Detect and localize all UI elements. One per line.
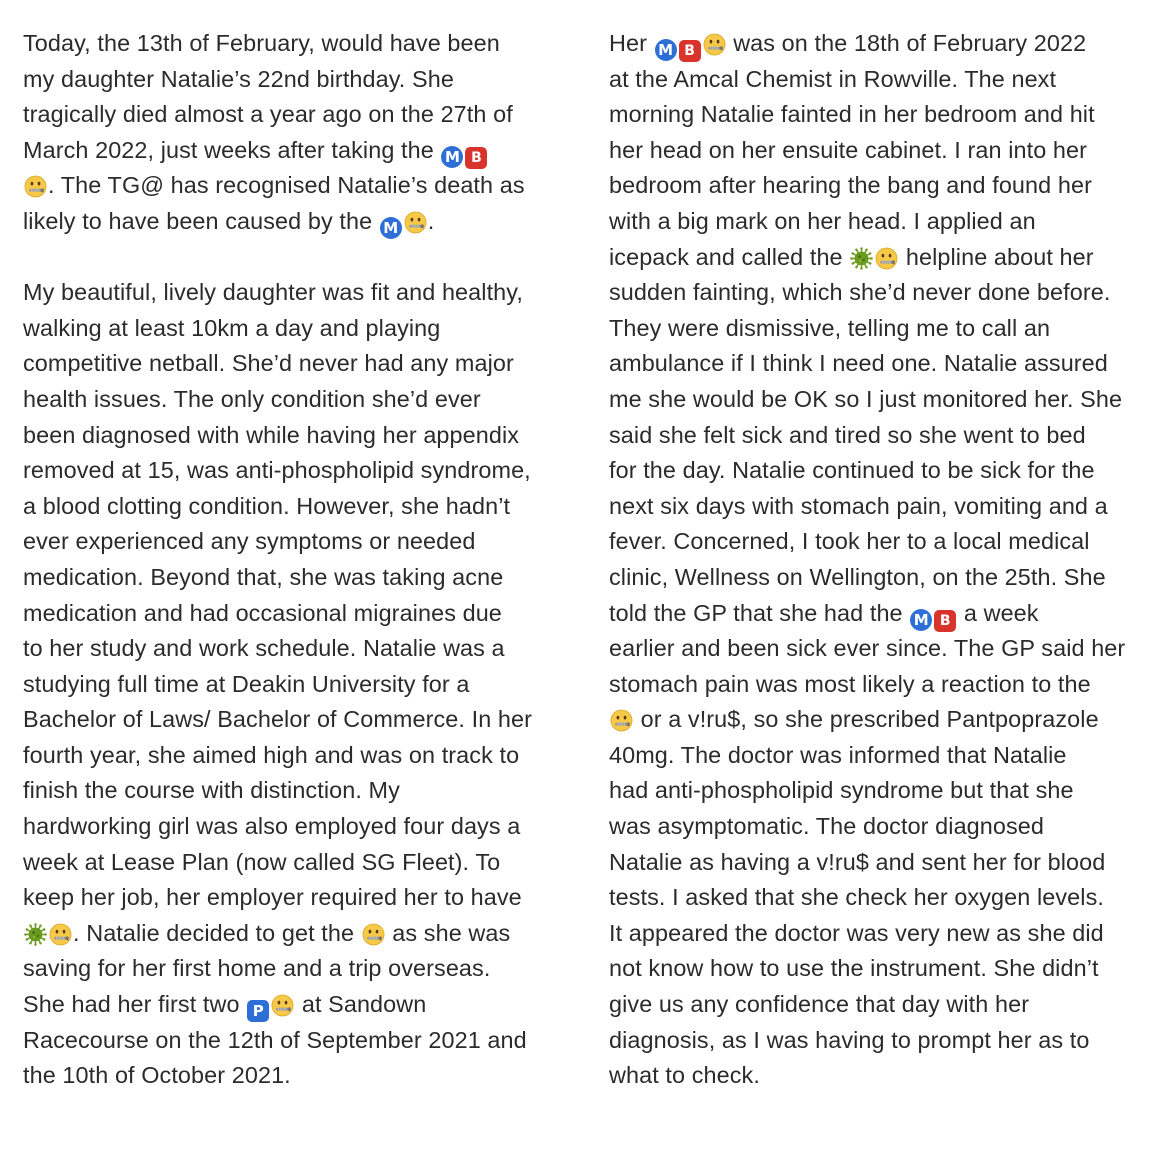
text-line: walking at least 10km a day and playing — [23, 314, 441, 341]
text-segment: was on the 18th of February 2022 — [726, 30, 1087, 56]
text-line: bedroom after hearing the bang and found her — [609, 172, 1092, 199]
text-segment: She had her first two — [23, 991, 247, 1018]
text-line — [23, 133, 571, 169]
text-line: her head on her ensuite cabinet. I ran into her — [609, 136, 1088, 163]
circled-m-icon: M — [441, 146, 463, 168]
zipper-mouth-face-icon — [24, 175, 47, 198]
microbe-icon — [24, 923, 47, 946]
text-line: medication. Beyond that, she was taking acne — [23, 563, 504, 590]
zipper-mouth-face-icon — [703, 33, 726, 56]
text-line: fever. Concerned, I took her to a local medical — [609, 528, 1090, 555]
text-line: fourth year, she aimed high and was on track to — [23, 741, 520, 768]
text-line — [609, 702, 1165, 738]
text-line — [609, 596, 1165, 632]
text-segment: as she was — [385, 919, 511, 946]
text-line: a blood clotting condition. However, she hadn’t — [23, 492, 511, 519]
text-line: tests. I asked that she check her oxygen levels. — [609, 884, 1104, 911]
right-column — [609, 26, 1165, 1094]
text-line: It appeared the doctor was very new as she did — [609, 919, 1104, 946]
text-line: not know how to use the instrument. She didn’t — [609, 955, 1099, 982]
text-line: medication and had occasional migraines due — [23, 599, 502, 626]
text-line: next six days with stomach pain, vomiting and a — [609, 492, 1108, 519]
b-button-icon: B — [679, 40, 701, 62]
p-button-icon: P — [247, 1000, 269, 1022]
text-line: ambulance if I think I need one. Natalie assured — [609, 350, 1108, 377]
circled-m-icon: M — [655, 39, 677, 61]
text-segment: likely to have been caused by the — [23, 207, 379, 234]
text-line: keep her job, her employer required her to have — [23, 884, 522, 911]
text-segment: a week — [957, 599, 1039, 626]
text-line: studying full time at Deakin University for a — [23, 670, 470, 697]
right-paragraph-1 — [609, 26, 1165, 1094]
text-line: finish the course with distinction. My — [23, 777, 400, 804]
text-segment: Her — [609, 30, 654, 56]
text-line — [23, 987, 571, 1023]
text-line: my daughter Natalie’s 22nd birthday. She — [23, 65, 454, 92]
text-segment: helpline about her — [899, 243, 1094, 270]
text-line — [23, 204, 571, 240]
text-line — [609, 240, 1165, 276]
text-line — [23, 916, 571, 952]
text-segment: told the GP that she had the — [609, 599, 910, 626]
text-line: give us any confidence that day with her — [609, 991, 1030, 1018]
text-line: health issues. The only condition she’d ever — [23, 385, 481, 412]
b-button-icon: B — [465, 147, 487, 169]
circled-m-icon: M — [910, 609, 932, 631]
text-line: Natalie as having a v!ru$ and sent her for blood — [609, 848, 1106, 875]
text-line: to her study and work schedule. Natalie was a — [23, 635, 505, 662]
text-line: tragically died almost a year ago on the 27th of — [23, 101, 513, 128]
text-line: me she would be OK so I just monitored her. She — [609, 385, 1123, 412]
left-paragraph-1 — [23, 26, 571, 240]
text-line: week at Lease Plan (now called SG Fleet). To — [23, 848, 501, 875]
text-line: sudden fainting, which she’d never done before. — [609, 279, 1111, 306]
text-line: morning Natalie fainted in her bedroom and hit — [609, 101, 1095, 128]
text-line: had anti-phospholipid syndrome but that she — [609, 777, 1074, 804]
b-button-icon: B — [934, 610, 956, 632]
zipper-mouth-face-icon — [404, 211, 427, 234]
text-line: at the Amcal Chemist in Rowville. The next — [609, 65, 1057, 92]
text-line: said she felt sick and tired so she went to bed — [609, 421, 1086, 448]
text-line: been diagnosed with while having her appendix — [23, 421, 520, 448]
text-line: the 10th of October 2021. — [23, 1062, 291, 1089]
text-line: with a big mark on her head. I applied an — [609, 207, 1036, 234]
text-line: Today, the 13th of February, would have been — [23, 30, 500, 56]
text-line: what to check. — [609, 1062, 760, 1089]
text-segment: March 2022, just weeks after taking the — [23, 136, 441, 163]
left-column — [23, 26, 571, 1094]
zipper-mouth-face-icon — [49, 923, 72, 946]
text-segment: . Natalie decided to get the — [73, 919, 361, 946]
left-paragraph-2 — [23, 275, 571, 1094]
text-line: earlier and been sick ever since. The GP said her — [609, 635, 1126, 662]
text-line: removed at 15, was anti-phospholipid syndrome, — [23, 457, 531, 484]
text-line: stomach pain was most likely a reaction to the — [609, 670, 1091, 697]
text-line: for the day. Natalie continued to be sick for the — [609, 457, 1095, 484]
text-line — [23, 168, 571, 204]
zipper-mouth-face-icon — [875, 247, 898, 270]
text-line: Racecourse on the 12th of September 2021 and — [23, 1026, 527, 1053]
text-line: hardworking girl was also employed four days a — [23, 813, 521, 840]
zipper-mouth-face-icon — [271, 994, 294, 1017]
zipper-mouth-face-icon — [362, 923, 385, 946]
text-segment: at Sandown — [295, 991, 427, 1018]
microbe-icon — [850, 247, 873, 270]
text-line: competitive netball. She’d never had any major — [23, 350, 514, 377]
text-line: was asymptomatic. The doctor diagnosed — [609, 813, 1045, 840]
circled-m-icon: M — [380, 217, 402, 239]
text-segment: . The TG@ has recognised Natalie’s death as — [48, 172, 525, 199]
text-line: diagnosis, as I was having to prompt her as to — [609, 1026, 1090, 1053]
text-line: clinic, Wellness on Wellington, on the 25th. She — [609, 563, 1106, 590]
text-line: My beautiful, lively daughter was fit and healthy, — [23, 279, 523, 306]
text-segment: icepack and called the — [609, 243, 850, 270]
text-line — [609, 26, 1165, 62]
zipper-mouth-face-icon — [610, 709, 633, 732]
text-line: ever experienced any symptoms or needed — [23, 528, 476, 555]
text-segment: or a v!ru$, so she prescribed Pantpoprazole — [634, 706, 1099, 733]
text-line: They were dismissive, telling me to call an — [609, 314, 1051, 341]
text-segment: . — [427, 207, 435, 234]
text-line: Bachelor of Laws/ Bachelor of Commerce. In her — [23, 706, 533, 733]
text-line: saving for her first home and a trip overseas. — [23, 955, 491, 982]
text-line: 40mg. The doctor was informed that Natalie — [609, 741, 1067, 768]
